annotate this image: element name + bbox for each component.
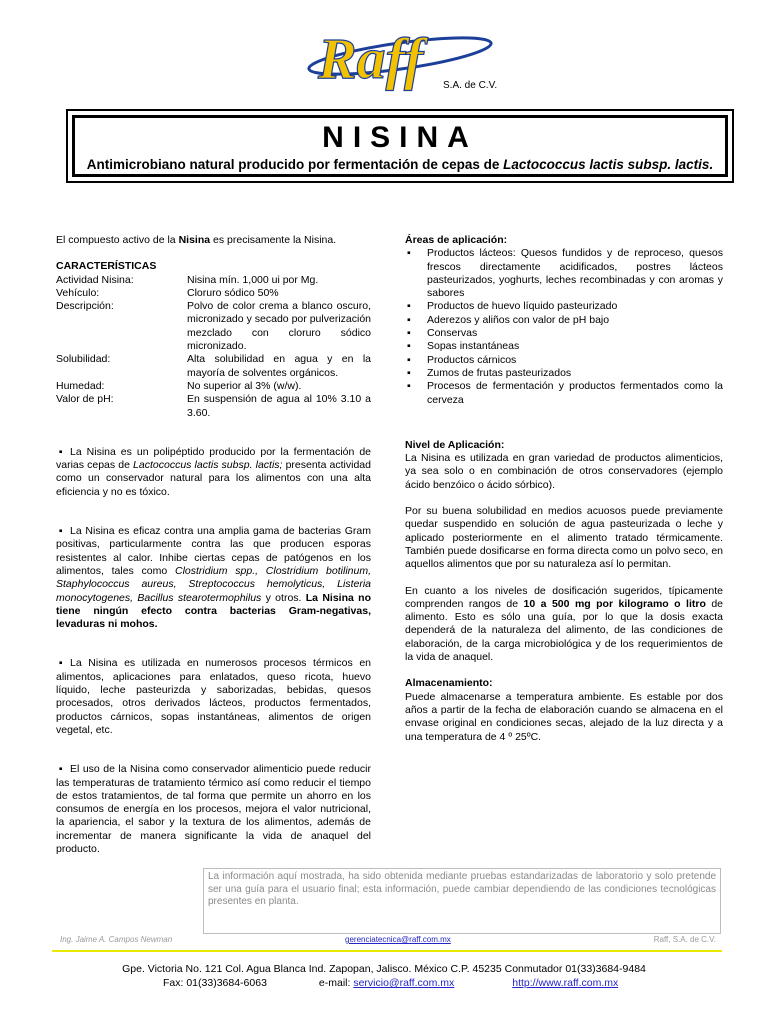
property-value: Nisina mín. 1,000 ui por Mg.	[187, 273, 319, 286]
paragraph-efficacy	[56, 525, 371, 631]
p1-italic: Lactococcus lactis subsp. lactis;	[133, 459, 283, 472]
p1-text: La Nisina es un polipéptido producido por la fermentación de varias cepas de	[56, 445, 371, 472]
property-value: Cloruro sódico 50%	[187, 286, 279, 299]
property-row	[56, 274, 371, 287]
right-column	[405, 234, 723, 744]
areas-heading: Áreas de aplicación:	[405, 234, 508, 246]
bullet-icon: ▪	[56, 763, 63, 776]
area-item: ▪ Productos cárnicos	[405, 354, 723, 367]
title-frame	[72, 115, 728, 177]
signature-email-link[interactable]: gerenciatecnica@raff.com.mx	[345, 935, 451, 944]
title-box	[66, 109, 734, 183]
level-p3-text-end: de alimento. Esto es sólo una guía, por lo que la dosis exacta dependerá de la naturaleza del alimento, de las condiciones de elaboración, de la carga microbiológica y de los requerimientos de la vida de anaquel.	[405, 597, 723, 664]
property-row	[56, 380, 371, 393]
fax-number: Fax: 01(33)3684-6063	[163, 977, 267, 989]
p1-text-end: presenta actividad como un conservador natural para los alimentos con una alta eficiencia y no es tóxico.	[56, 459, 371, 498]
property-label: Solubilidad:	[56, 353, 111, 366]
property-label: Valor de pH:	[56, 393, 114, 406]
intro-bold: Nisina	[178, 234, 211, 246]
property-label: Vehículo:	[56, 286, 100, 299]
area-item: ▪ Zumos de frutas pasteurizados	[405, 367, 723, 380]
subtitle-species: Lactococcus lactis subsp. lactis.	[503, 157, 714, 172]
email-label: e-mail:	[318, 977, 354, 989]
property-label: Actividad Nisina:	[56, 273, 134, 286]
property-value: Alta solubilidad en agua y en la mayoría de solventes orgánicos.	[187, 353, 371, 379]
disclaimer-box: La información aquí mostrada, ha sido obtenida mediante pruebas estandarizadas de laboratorio y solo pretende ser una guía para el usuario final; esta información, puede cambiar dependiendo de las condiciones tecnológicas presentes en planta.	[203, 868, 721, 934]
level-heading: Nivel de Aplicación:	[405, 438, 505, 451]
page-subtitle	[75, 157, 725, 172]
level-paragraph-3	[405, 585, 723, 665]
property-value: En suspensión de agua al 10% 3.10 a 3.60.	[187, 393, 371, 419]
area-item: ▪ Aderezos y aliños con valor de pH bajo	[405, 314, 723, 327]
bullet-icon: ▪	[56, 445, 63, 458]
email-link[interactable]: servicio@raff.com.mx	[353, 977, 455, 989]
area-item: ▪ Productos de huevo líquido pasteurizado	[405, 300, 723, 313]
footer-divider	[52, 950, 722, 952]
storage-paragraph: Puede almacenarse a temperatura ambiente. Es estable por dos años a partir de la fecha de elaboración cuando se almacena en el envase original en condiciones secas, alejado de la luz directa y a una temperatura de 4 º 25ºC.	[405, 690, 723, 743]
signature-company: Raff, S.A. de C.V.	[653, 935, 716, 944]
company-suffix: S.A. de C.V.	[443, 80, 498, 91]
property-row	[56, 287, 371, 300]
property-label: Descripción:	[56, 300, 114, 313]
property-value: No superior al 3% (w/w).	[187, 379, 302, 392]
property-row	[56, 300, 371, 353]
areas-list	[405, 247, 723, 407]
area-item: ▪ Conservas	[405, 327, 723, 340]
dosage-range: 10 a 500 mg por kilogramo o litro	[523, 597, 706, 610]
left-column	[56, 234, 371, 856]
paragraph-benefits	[56, 763, 371, 856]
property-label: Humedad:	[56, 379, 105, 392]
subtitle-text: Antimicrobiano natural producido por fermentación de cepas de	[86, 157, 504, 172]
p4-text: El uso de la Nisina como conservador alimenticio puede reducir las temperaturas de tratamiento térmico así como reducir el tiempo de estos tratamientos, de tal forma que permite un ahorro en los consumos de energía en los procesos, mejora el valor nutricional, la apariencia, el sabor y la textura de los alimentos, además de incrementar de manera significante la vida de anaquel del producto.	[56, 763, 371, 855]
p2-italic: Clostridium spp., Clostridium botilinum, Staphylococcus aureus, Streptococcus hemolyticus, Listeria monocytogenes, Bacillus stearotermophilus	[56, 564, 371, 604]
level-p3-text: En cuanto a los niveles de dosificación sugeridos, típicamente comprenden rangos de	[405, 584, 723, 610]
storage-heading: Almacenamiento:	[405, 677, 493, 690]
property-row	[56, 353, 371, 380]
p2-text-mid: y otros.	[261, 591, 306, 604]
page-title: NISINA	[322, 121, 478, 154]
paragraph-uses	[56, 657, 371, 737]
svg-text:Raff: Raff	[318, 26, 424, 91]
p2-bold: La Nisina no tiene ningún efecto contra bacterias Gram-negativas, levaduras ni mohos.	[56, 591, 371, 631]
area-item: ▪ Procesos de fermentación y productos fermentados como la cerveza	[405, 380, 723, 407]
contact-line	[163, 977, 618, 989]
area-item: ▪ Sopas instantáneas	[405, 340, 723, 353]
signature-name: Ing. Jaime A. Campos Newman	[60, 935, 173, 944]
intro-text: El compuesto activo de la	[56, 234, 179, 246]
paragraph-polypeptide	[56, 446, 371, 499]
characteristics-heading: CARACTERÍSTICAS	[56, 260, 157, 273]
property-row	[56, 393, 371, 420]
intro-paragraph	[56, 234, 371, 247]
intro-text-end: es precisamente la Nisina.	[210, 234, 337, 246]
p2-text: La Nisina es eficaz contra una amplia gama de bacterias Gram positivas, particularmente contra las que producen esporas resistentes al calor. Inhibe ciertas cepas de patógenos en los alimentos, tales como	[56, 525, 371, 577]
website-link[interactable]: http://www.raff.com.mx	[512, 977, 619, 989]
level-paragraph-2: Por su buena solubilidad en medios acuosos puede previamente quedar suspendido en solución de agua pasteurizada o leche y aplicado posteriormente en el alimento tratado térmicamente. También puede dosificarse en forma directa como un polvo seco, en aquellos alimentos que por su naturaleza así lo permitan.	[405, 505, 723, 571]
level-paragraph-1: La Nisina es utilizada en gran variedad de productos alimenticios, ya sea solo o en combinación de otros conservadores (ejemplo ácido benzóico o ácido sórbico).	[405, 452, 723, 491]
p3-text: La Nisina es utilizada en numerosos procesos térmicos en alimentos, aplicaciones para enlatados, queso ricota, huevo líquido, leche pasteurizda y saborizadas, bebidas, quesos procesados, otros derivados lácteos, productos fermentados, productos cárnicos, sopas instantáneas, alimentos de origen vegetal, etc.	[56, 657, 371, 736]
area-item: ▪ Productos lácteos: Quesos fundidos y de reproceso, quesos frescos directamente acidificados, postres lácteos pasteurizados, yoghurts, leches recombinadas y con aromas y sabores	[405, 247, 723, 300]
address-line: Gpe. Victoria No. 121 Col. Agua Blanca Ind. Zapopan, Jalisco. México C.P. 45235 Conmutador 01(33)3684-9484	[122, 963, 646, 975]
bullet-icon: ▪	[56, 525, 63, 538]
property-value: Polvo de color crema a blanco oscuro, micronizado y secado por pulverización mezclado con cloruro sódico micronizado.	[187, 300, 371, 353]
bullet-icon: ▪	[56, 657, 63, 670]
properties-table	[56, 274, 371, 420]
